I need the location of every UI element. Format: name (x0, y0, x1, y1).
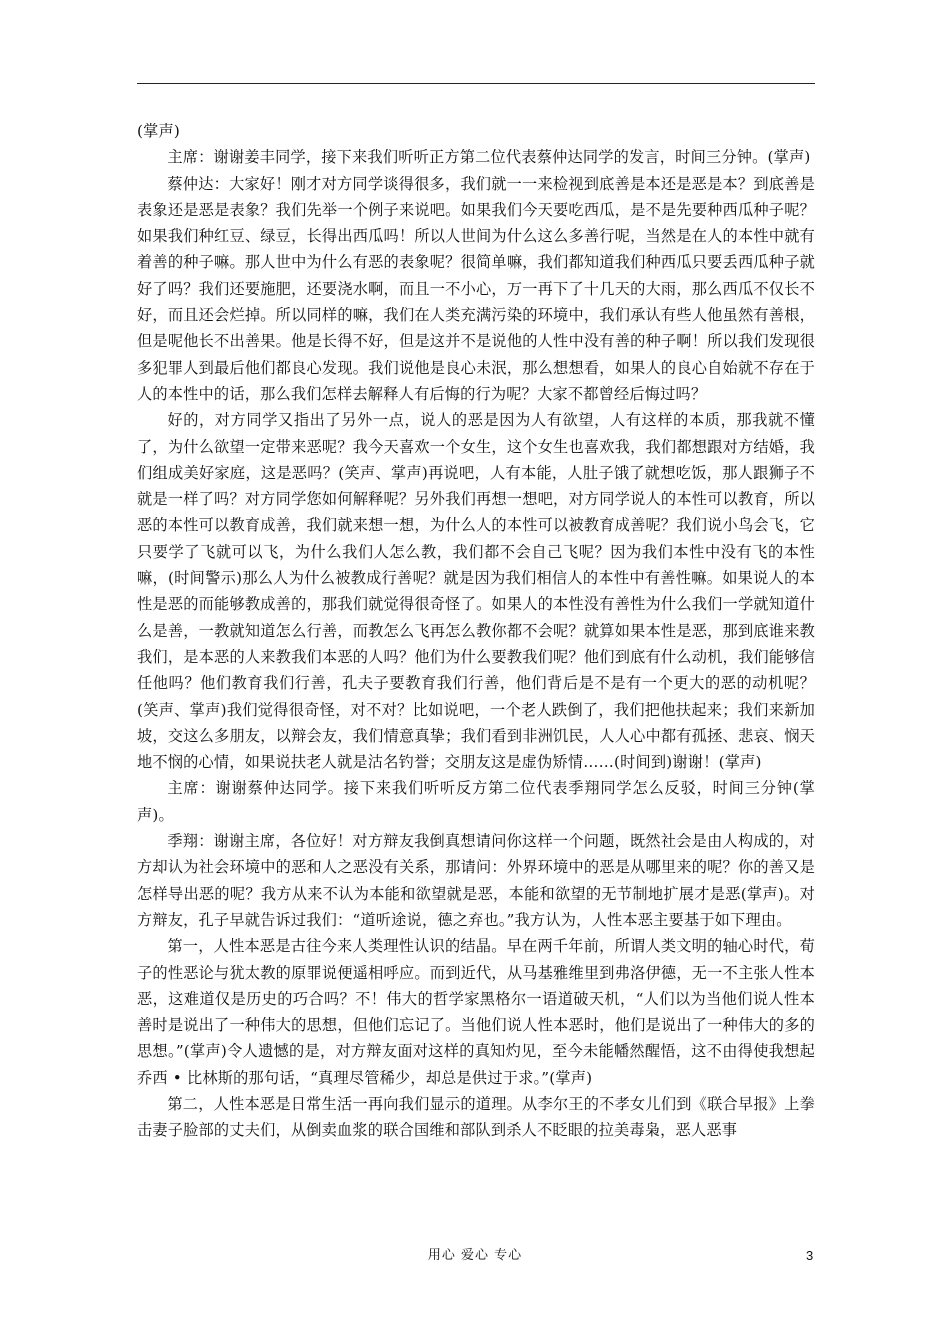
paragraph: 季翔：谢谢主席，各位好！对方辩友我倒真想请问你这样一个问题，既然社会是由人构成的，对方却认为社会环境中的恶和人之恶没有关系，那请问：外界环境中的恶是从哪里来的呢？你的善又是怎样导出恶的呢？我方从来不认为本能和欲望就是恶，本能和欲望的无节制地扩展才是恶(掌声)。对方辩友，孔子早就告诉过我们：“道听途说，德之弃也。”我方认为，人性本恶主要基于如下理由。 (137, 832, 815, 929)
paragraph: 主席：谢谢蔡仲达同学。接下来我们听听反方第二位代表季翔同学怎么反驳，时间三分钟(掌声)。 (137, 779, 815, 824)
paragraph: 主席：谢谢姜丰同学，接下来我们听听正方第二位代表蔡仲达同学的发言，时间三分钟。(掌声) (167, 148, 811, 167)
footer-motto: 用心 爱心 专心 (427, 1248, 523, 1263)
page-number: 3 (806, 1248, 814, 1263)
paragraph: 第二，人性本恶是日常生活一再向我们显示的道理。从李尔王的不孝女儿们到《联合早报》上拳击妻子脸部的丈夫们，从倒卖血浆的联合国维和部队到杀人不眨眼的拉美毒枭，恶人恶事 (137, 1094, 815, 1140)
paragraph: 第一，人性本恶是古往今来人类理性认识的结晶。早在两千年前，所谓人类文明的轴心时代，荀子的性恶论与犹太教的原罪说便遥相呼应。而到近代，从马基雅维里到弗洛伊德，无一不主张人性本恶，这难道仅是历史的巧合吗？不！伟大的哲学家黑格尔一语道破天机，“人们以为当他们说人性本善时是说出了一种伟大的思想，但他们忘记了。当他们说人性本恶时，他们是说出了一种伟大的多的思想。”(掌声)令人遗憾的是，对方辩友面对这样的真知灼见，至今未能幡然醒悟，这不由得使我想起乔西 • 比林斯的那句话，“真理尽管稀少，却总是供过于求。”(掌声) (137, 937, 815, 1087)
paragraph: 蔡仲达：大家好！刚才对方同学谈得很多，我们就一一来检视到底善是本还是恶是本？到底善是表象还是恶是表象？我们先举一个例子来说吧。如果我们今天要吃西瓜，是不是先要种西瓜种子呢？如果我们种红豆、绿豆，长得出西瓜吗！所以人世间为什么这么多善行呢，当然是在人的本性中就有着善的种子嘛。那人世中为什么有恶的表象呢？很简单嘛，我们都知道我们种西瓜只要丢西瓜种子就好了吗？我们还要施肥，还要浇水啊，而且一不小心，万一再下了十几天的大雨，那么西瓜不仅长不好，而且还会烂掉。所以同样的嘛，我们在人类充满污染的环境中，我们承认有些人他虽然有善根，但是呢他长不出善果。他是长得不好，但是这并不是说他的人性中没有善的种子啊！所以我们发现很多犯罪人到最后他们都良心发现。我们说他是良心未泯，那么想想看，如果人的良心自始就不存在于人的本性中的话，那么我们怎样去解释人有后悔的行为呢？大家不都曾经后悔过吗？ (137, 174, 815, 403)
paragraph: 好的，对方同学又指出了另外一点，说人的恶是因为人有欲望，人有这样的本质，那我就不懂了，为什么欲望一定带来恶呢？我今天喜欢一个女生，这个女生也喜欢我，我们都想跟对方结婚，我们组成美好家庭，这是恶吗？(笑声、掌声)再说吧，人有本能，人肚子饿了就想吃饭，那人跟狮子不就是一样了吗？对方同学您如何解释呢？另外我们再想一想吧，对方同学说人的本性可以教育，所以恶的本性可以教育成善，我们就来想一想，为什么人的本性可以被教育成善呢？我们说小鸟会飞，它只要学了飞就可以飞，为什么我们人怎么教，我们都不会自己飞呢？因为我们本性中没有飞的本性嘛，(时间警示)那么人为什么被教成行善呢？就是因为我们相信人的本性中有善性嘛。如果说人的本性是恶的而能够教成善的，那我们就觉得很奇怪了。如果人的本性没有善性为什么我们一学就知道什么是善，一教就知道怎么行善，而教怎么飞再怎么教你都不会呢？就算如果本性是恶，那到底谁来教我们，是本恶的人来教我们本恶的人吗？他们为什么要教我们呢？他们到底有什么动机，我们能够信任他吗？他们教育我们行善，孔夫子要教育我们行善，他们背后是不是有一个更大的恶的动机呢？(笑声、掌声)我们觉得很奇怪，对不对？比如说吧，一个老人跌倒了，我们把他扶起来；我们来新加坡，交这么多朋友，以辩会友，我们情意真挚；我们看到非洲饥民，人人心中都有孤拯、悲哀、悯天地不悯的心情，如果说扶老人就是沽名钓誉；交朋友这是虚伪矫情……(时间到)谢谢！(掌声) (137, 411, 815, 772)
paragraph: (掌声) (137, 122, 181, 140)
header-rule (137, 83, 815, 84)
document-body (137, 118, 815, 1144)
